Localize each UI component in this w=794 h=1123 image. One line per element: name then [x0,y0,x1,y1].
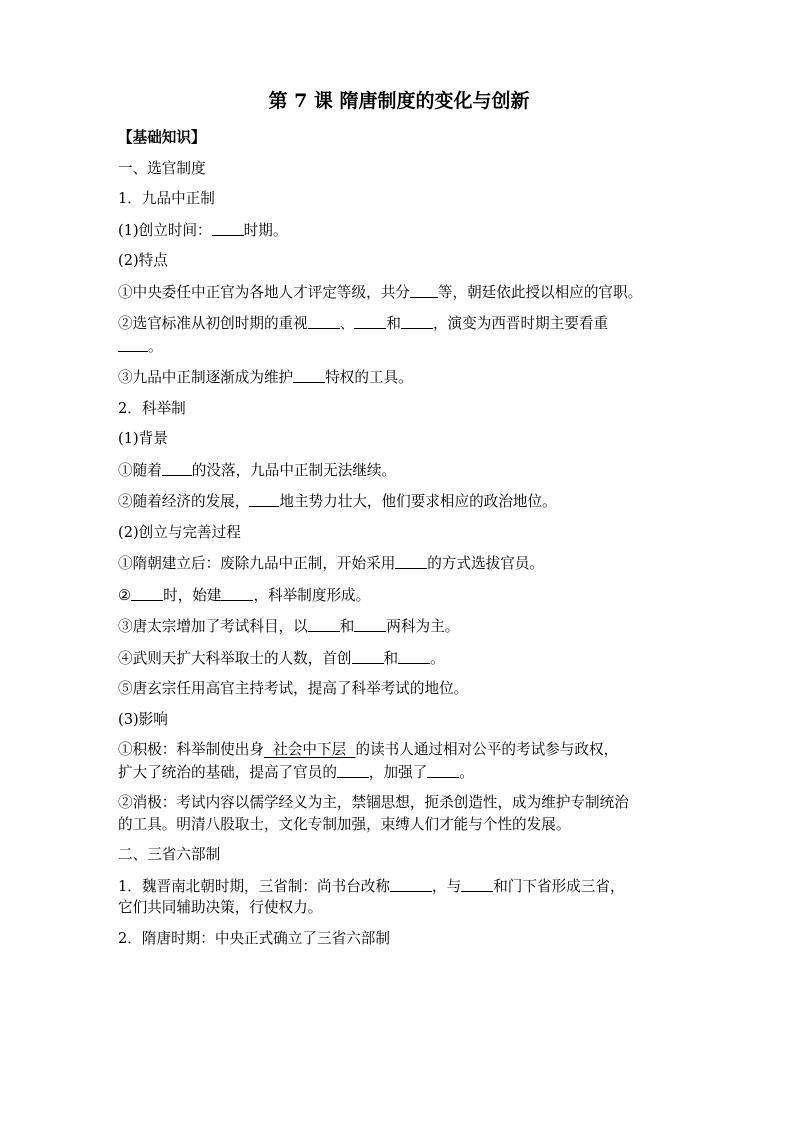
fill-in-blank [354,616,386,632]
page-title: 第 7 课 隋唐制度的变化与创新 [268,90,530,112]
line-text: (1)创立时间： [118,221,212,239]
line-point-12-cont [118,815,680,835]
line-point-5 [118,491,680,512]
line-text: (3)影响 [118,710,168,728]
fill-in-blank [390,876,432,892]
line-text: ，科举制度形成。 [253,586,371,604]
fill-in-blank [352,648,384,664]
document-body [118,128,680,949]
line-text: 和 [339,618,355,635]
fill-in-blank [162,460,192,476]
line-text: 2．科举制 [118,399,186,417]
fill-in-blank [354,313,386,329]
line-text: ⑤唐玄宗任用高官主持考试，提高了科举考试的地位。 [118,680,469,697]
line-point-1 [118,282,680,303]
line-point-6 [118,553,680,574]
line-text: 和 [383,649,399,667]
line-point-10 [118,679,680,699]
fill-in-blank [401,313,433,329]
line-sub-3-cont [118,898,680,918]
line-item-2-2 [118,523,680,543]
line-text: 的工具。明清八股取士，文化专制加强，束缚人们才能与个性的发展。 [118,815,571,833]
line-text: 2．隋唐时期：中央正式确立了三省六部制 [118,929,390,947]
line-heading-1 [118,159,680,179]
line-text: 。 [430,649,445,667]
line-text: 和门下省形成三省， [493,877,625,895]
line-text: 它们共同辅助决策，行使权力。 [118,899,323,916]
fill-in-blank [293,367,325,383]
line-point-2 [118,313,680,334]
underlined-answer: 社会中下层 [263,741,356,758]
line-text: 时，始建 [163,586,222,604]
line-text: 的方式选拔官员。 [427,555,545,572]
line-text: 扩大了统治的基础，提高了官员的 [118,763,337,781]
fill-in-blank [212,220,244,236]
line-point-4 [118,460,680,481]
line-text: 两科为主。 [386,618,460,635]
line-text: ③唐太宗增加了考试科目，以 [118,618,308,635]
line-item-2-1 [118,429,680,449]
line-text: 的没落，九品中正制无法继续。 [191,461,397,479]
line-text: 和 [386,315,401,332]
line-text: 、 [339,315,355,332]
line-text: 。 [459,763,474,781]
line-text: (1)背景 [118,430,168,447]
line-text: ②消极：考试内容以儒学经义为主，禁锢思想，扼杀创造性，成为维护专制统治 [118,794,629,811]
line-text: 【基础知识】 [118,129,206,146]
line-point-9 [118,648,680,669]
line-point-12 [118,793,680,813]
fill-in-blank [131,585,163,601]
line-text: ，加强了 [368,763,428,781]
line-text: 一、选官制度 [118,159,206,177]
line-text: 。 [148,337,163,355]
line-text: ②随着经济的发展， [118,493,250,510]
line-section-basic-knowledge [118,128,680,148]
fill-in-blank [221,585,253,601]
fill-in-blank [337,762,369,778]
line-point-8 [118,616,680,637]
line-text: 的读书人通过相对公平的考试参与政权， [355,741,619,758]
line-text: 特权的工具。 [325,369,413,386]
line-heading-2 [118,845,680,865]
line-text: ，演变为西晋时期主要看重 [432,315,609,332]
fill-in-blank [410,282,438,298]
line-text: ，与 [431,877,462,895]
fill-in-blank [398,648,430,664]
line-text: ①积极：科举制使出身 [118,741,264,758]
line-point-3 [118,367,680,388]
line-sub-3 [118,876,680,897]
line-sub-1 [118,189,680,209]
line-text: ①随着 [118,461,162,479]
line-item-2-3 [118,710,680,730]
line-text: 时期。 [243,221,288,239]
line-text: (2)创立与完善过程 [118,523,241,541]
line-item-1-1 [118,220,680,241]
line-text: 二、三省六部制 [118,846,221,863]
line-text: 1．九品中正制 [118,190,215,207]
fill-in-blank [118,336,148,352]
document-page [118,88,680,959]
line-point-7 [118,585,680,606]
line-text: ③九品中正制逐渐成为维护 [118,369,294,386]
line-text: ②选官标准从初创时期的重视 [118,315,308,332]
fill-in-blank [308,616,340,632]
line-text: 等，朝廷依此授以相应的官职。 [437,283,643,301]
line-point-11 [118,740,680,760]
line-text: 1．魏晋南北朝时期，三省制：尚书台改称 [118,877,390,895]
line-text: ①中央委任中正官为各地人才评定等级，共分 [118,283,410,301]
fill-in-blank [427,762,459,778]
line-text: ② [118,586,132,604]
line-item-1-2 [118,251,680,271]
line-text: ①隋朝建立后：废除九品中正制，开始采用 [118,555,396,572]
line-point-2-cont [118,336,680,357]
line-point-11-cont [118,762,680,783]
line-text: ④武则天扩大科举取士的人数，首创 [118,649,352,667]
line-sub-4 [118,929,680,949]
fill-in-blank [308,313,340,329]
line-text: 地主势力壮大，他们要求相应的政治地位。 [279,493,557,510]
fill-in-blank [249,491,279,507]
line-sub-2 [118,399,680,419]
fill-in-blank [395,553,427,569]
line-text: (2)特点 [118,252,168,269]
fill-in-blank [461,876,493,892]
